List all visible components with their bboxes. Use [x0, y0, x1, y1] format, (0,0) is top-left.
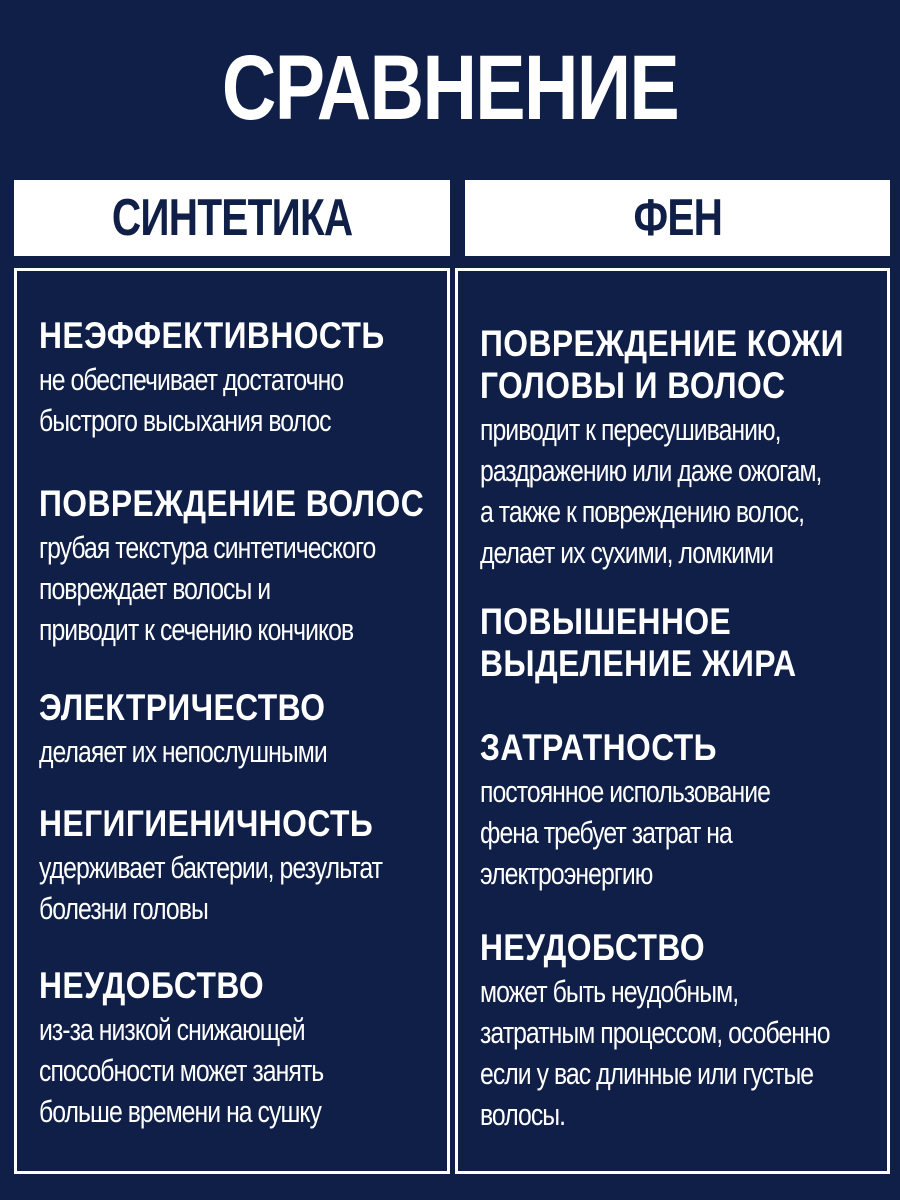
synthetic-item-electricity [39, 687, 449, 772]
synthetic-item-unhygienic [39, 803, 449, 929]
dryer-item-scalp-damage [480, 323, 900, 573]
item-desc [480, 409, 822, 573]
synthetic-panel [14, 268, 450, 1174]
item-title: НЕУДОБСТВО [39, 965, 265, 1006]
item-desc-line: болезни головы [39, 891, 208, 926]
item-desc-line: из-за низкой снижающей [39, 1012, 305, 1047]
item-desc [39, 527, 376, 650]
item-desc-line: раздражению или даже ожогам, [480, 453, 822, 488]
item-desc-line: грубая текстура синтетического [39, 530, 376, 565]
synthetic-item-inefficiency [39, 315, 449, 441]
item-title-line: ВЫДЕЛЕНИЕ ЖИРА [480, 643, 797, 684]
item-desc-line: не обеспечивает достаточно [39, 362, 344, 397]
item-title [480, 927, 841, 969]
item-desc-line: затратным процессом, особенно [480, 1015, 830, 1050]
item-desc-line: удерживает бактерии, результат [39, 850, 383, 885]
item-title-line: НЕУДОБСТВО [480, 927, 706, 968]
synthetic-item-inconvenience [39, 965, 449, 1132]
column-header-synthetic [14, 180, 450, 256]
dryer-item-cost [480, 727, 900, 894]
item-desc-line: делаяет их непослушными [39, 734, 327, 769]
item-desc-line: если у вас длинные или густые [480, 1056, 814, 1091]
item-title-line: ЗАТРАТНОСТЬ [480, 727, 717, 768]
item-title [480, 727, 841, 769]
item-desc [39, 1009, 367, 1132]
item-desc [480, 771, 816, 894]
dryer-panel [455, 268, 890, 1174]
item-desc-line: волосы. [480, 1097, 566, 1132]
item-title [480, 601, 841, 685]
item-desc-line: электроэнергию [480, 856, 653, 891]
item-desc-line: больше времени на сушку [39, 1094, 321, 1129]
item-title: ЭЛЕКТРИЧЕСТВО [39, 687, 326, 728]
item-desc-line: а также к повреждению волос, [480, 494, 805, 529]
synthetic-item-hair-damage [39, 483, 449, 650]
item-desc [39, 847, 383, 929]
item-title: НЕЭФФЕКТИВНОСТЬ [39, 315, 385, 356]
item-desc-line: повреждает волосы и [39, 571, 271, 606]
item-title-line: ПОВЫШЕННОЕ [480, 601, 732, 642]
item-title-line: ГОЛОВЫ И ВОЛОС [480, 365, 786, 406]
item-title [480, 323, 844, 407]
column-header-dryer [465, 180, 890, 256]
dryer-item-excess-oil [480, 601, 900, 685]
item-desc-line: фена требует затрат на [480, 815, 732, 850]
item-desc-line: приводит к пересушиванию, [480, 412, 781, 447]
item-desc-line: способности может занять [39, 1053, 324, 1088]
item-desc-line: может быть неудобным, [480, 974, 739, 1009]
page-title: СРАВНЕНИЕ [221, 37, 679, 139]
item-title: НЕГИГИЕНИЧНОСТЬ [39, 803, 374, 844]
column-header-synthetic-label: СИНТЕТИКА [111, 189, 353, 247]
item-title-line: ПОВРЕЖДЕНИЕ КОЖИ [480, 323, 844, 364]
item-desc-line: постоянное использование [480, 774, 770, 809]
item-desc-line: приводит к сечению кончиков [39, 612, 354, 647]
item-desc [39, 731, 367, 772]
item-desc-line: делает их сухими, ломкими [480, 535, 773, 570]
item-title: ПОВРЕЖДЕНИЕ ВОЛОС [39, 483, 425, 524]
dryer-item-inconvenience [480, 927, 900, 1135]
column-header-dryer-label: ФЕН [633, 189, 722, 247]
item-desc [39, 359, 367, 441]
item-desc-line: быстрого высыхания волос [39, 403, 331, 438]
item-desc [480, 971, 830, 1135]
